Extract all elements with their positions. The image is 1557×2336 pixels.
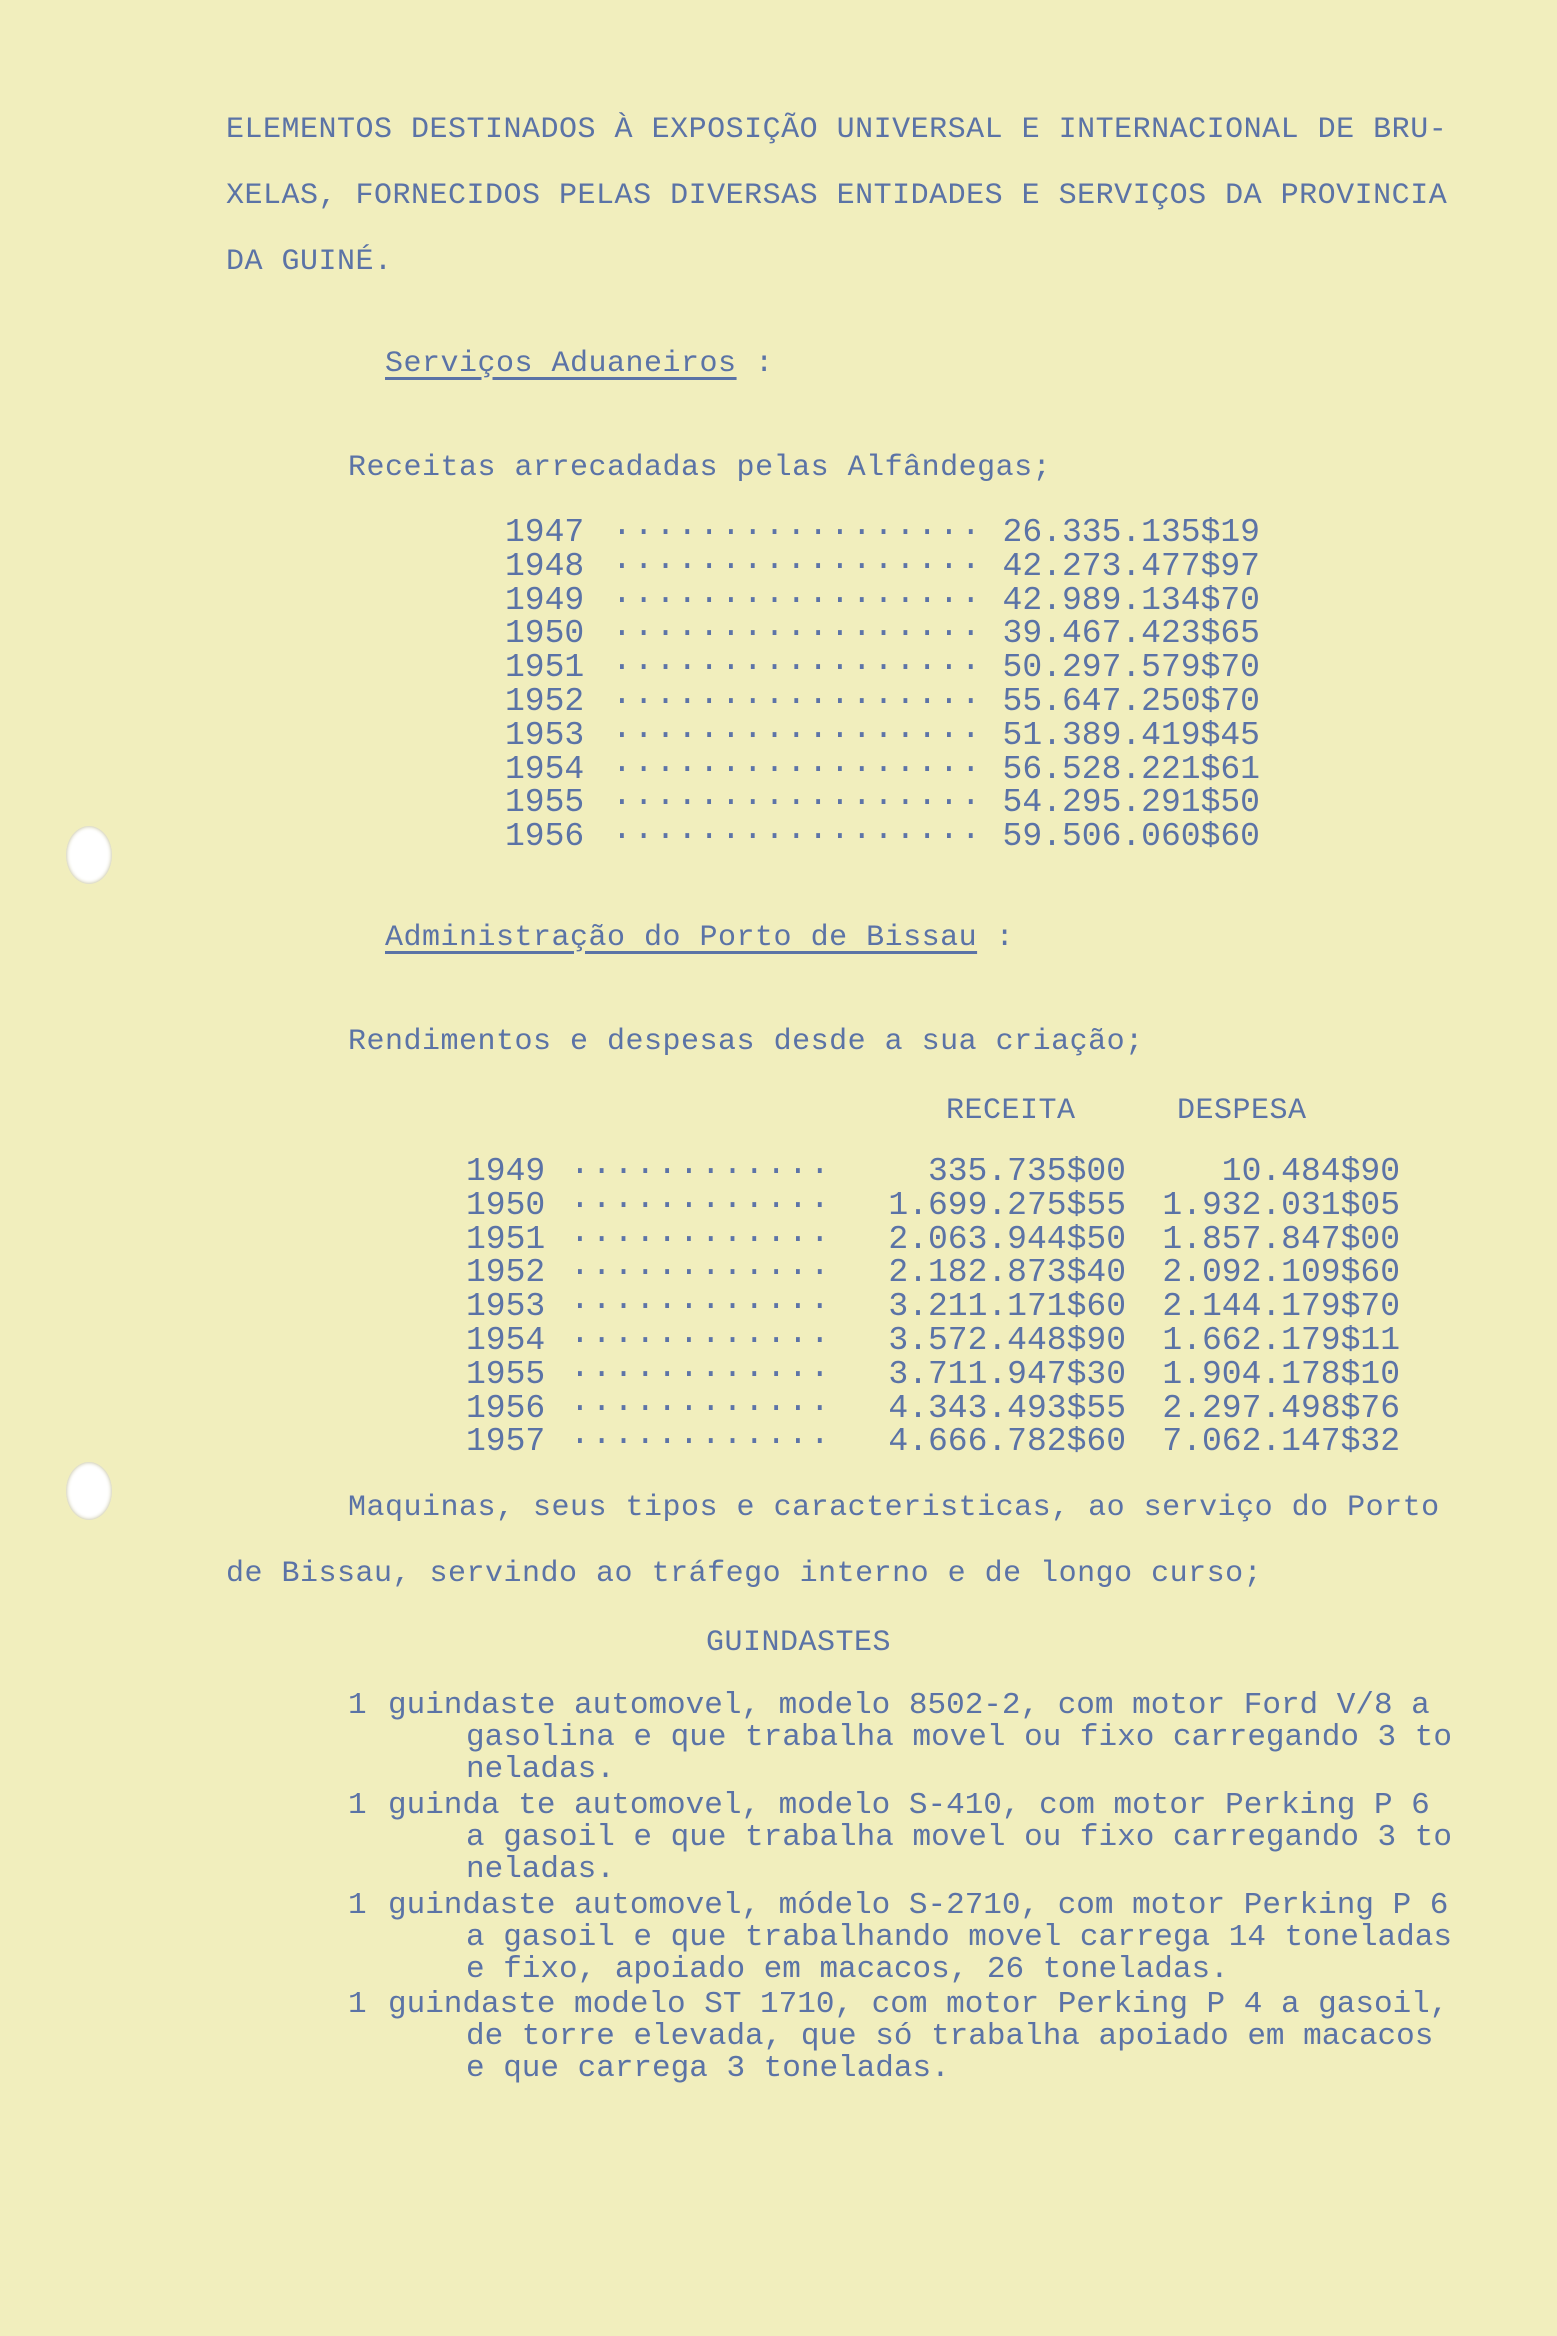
leader-dots: ·················	[612, 615, 983, 652]
customs-row-year: 1950	[505, 615, 585, 652]
crane-description-line: guindaste automovel, modelo 8502-2, com motor Ford V/8 a	[388, 1688, 1430, 1723]
leader-dots: ············	[570, 1187, 832, 1224]
crane-quantity: 1	[348, 1688, 367, 1723]
port-subtitle: Rendimentos e despesas desde a sua criação;	[348, 1025, 1144, 1059]
crane-description-line: neladas.	[466, 1752, 615, 1787]
leader-dots: ·················	[612, 683, 983, 720]
leader-dots: ············	[570, 1322, 832, 1359]
customs-subtitle: Receitas arrecadadas pelas Alfândegas;	[348, 451, 1052, 485]
port-row-year: 1957	[466, 1423, 546, 1460]
port-row-despesa: 1.904.178$10	[1162, 1356, 1400, 1393]
customs-row-value: 39.467.423$65	[1002, 615, 1260, 652]
crane-description-line: de torre elevada, que só trabalha apoiado em macacos	[466, 2019, 1434, 2054]
customs-row-year: 1947	[505, 514, 585, 551]
leader-dots: ·················	[612, 548, 983, 585]
customs-row-value: 42.989.134$70	[1002, 582, 1260, 619]
leader-dots: ·················	[612, 649, 983, 686]
crane-quantity: 1	[348, 1788, 367, 1823]
crane-description-line: guindaste modelo ST 1710, com motor Perking P 4 a gasoil,	[388, 1987, 1449, 2022]
crane-description-line: e fixo, apoiado em macacos, 26 toneladas.	[466, 1952, 1229, 1987]
customs-row-value: 42.273.477$97	[1002, 548, 1260, 585]
port-row-despesa: 7.062.147$32	[1162, 1423, 1400, 1460]
punch-hole	[66, 1462, 112, 1520]
port-title-colon: :	[995, 921, 1015, 955]
customs-row-value: 59.506.060$60	[1002, 818, 1260, 855]
leader-dots: ·················	[612, 751, 983, 788]
leader-dots: ············	[570, 1423, 832, 1460]
customs-row-value: 56.528.221$61	[1002, 751, 1260, 788]
leader-dots: ············	[570, 1153, 832, 1190]
port-row-receita: 1.699.275$55	[888, 1187, 1126, 1224]
port-row-receita: 2.063.944$50	[888, 1221, 1126, 1258]
customs-row-value: 54.295.291$50	[1002, 784, 1260, 821]
port-row-receita: 3.572.448$90	[888, 1322, 1126, 1359]
leader-dots: ·················	[612, 717, 983, 754]
leader-dots: ·················	[612, 582, 983, 619]
leader-dots: ············	[570, 1288, 832, 1325]
leader-dots: ·················	[612, 784, 983, 821]
port-row-year: 1955	[466, 1356, 546, 1393]
leader-dots: ·················	[612, 514, 983, 551]
customs-row-year: 1953	[505, 717, 585, 754]
column-header-despesa: DESPESA	[1177, 1094, 1307, 1128]
customs-row-year: 1948	[505, 548, 585, 585]
customs-row-value: 55.647.250$70	[1002, 683, 1260, 720]
port-row-receita: 2.182.873$40	[888, 1254, 1126, 1291]
port-row-receita: 4.343.493$55	[888, 1390, 1126, 1427]
customs-row-year: 1955	[505, 784, 585, 821]
customs-row-value: 50.297.579$70	[1002, 649, 1260, 686]
crane-description-line: a gasoil e que trabalhando movel carrega 14 toneladas	[466, 1920, 1452, 1955]
port-row-despesa: 2.144.179$70	[1162, 1288, 1400, 1325]
crane-description-line: e que carrega 3 toneladas.	[466, 2051, 950, 2086]
machines-intro-line-2: de Bissau, servindo ao tráfego interno e de longo curso;	[226, 1557, 1263, 1591]
port-row-despesa: 1.662.179$11	[1162, 1322, 1400, 1359]
leader-dots: ············	[570, 1356, 832, 1393]
port-row-year: 1956	[466, 1390, 546, 1427]
customs-row-year: 1951	[505, 649, 585, 686]
port-row-despesa: 10.484$90	[1221, 1153, 1400, 1190]
customs-row-value: 51.389.419$45	[1002, 717, 1260, 754]
port-row-despesa: 2.092.109$60	[1162, 1254, 1400, 1291]
leader-dots: ············	[570, 1390, 832, 1427]
leader-dots: ············	[570, 1221, 832, 1258]
customs-row-year: 1952	[505, 683, 585, 720]
cranes-heading: GUINDASTES	[706, 1626, 892, 1660]
punch-hole	[66, 826, 112, 884]
port-row-receita: 4.666.782$60	[888, 1423, 1126, 1460]
port-row-year: 1951	[466, 1221, 546, 1258]
crane-description-line: neladas.	[466, 1852, 615, 1887]
customs-row-year: 1956	[505, 818, 585, 855]
port-title	[385, 918, 1014, 958]
machines-intro-line-1: Maquinas, seus tipos e caracteristicas, ao serviço do Porto	[348, 1491, 1440, 1525]
port-row-despesa: 1.857.847$00	[1162, 1221, 1400, 1258]
crane-description-line: a gasoil e que trabalha movel ou fixo carregando 3 to	[466, 1820, 1452, 1855]
crane-quantity: 1	[348, 1888, 367, 1923]
header-line-3: DA GUINÉ.	[226, 245, 393, 279]
customs-row-value: 26.335.135$19	[1002, 514, 1260, 551]
crane-description-line: gasolina e que trabalha movel ou fixo carregando 3 to	[466, 1720, 1452, 1755]
port-row-receita: 335.735$00	[927, 1153, 1126, 1190]
header-line-2: XELAS, FORNECIDOS PELAS DIVERSAS ENTIDADES E SERVIÇOS DA PROVINCIA	[226, 179, 1448, 213]
crane-description-line: guinda te automovel, modelo S-410, com motor Perking P 6	[388, 1788, 1430, 1823]
port-row-receita: 3.211.171$60	[888, 1288, 1126, 1325]
port-row-despesa: 1.932.031$05	[1162, 1187, 1400, 1224]
column-header-receita: RECEITA	[946, 1094, 1076, 1128]
header-line-1: ELEMENTOS DESTINADOS À EXPOSIÇÃO UNIVERSAL E INTERNACIONAL DE BRU-	[226, 113, 1448, 147]
port-row-despesa: 2.297.498$76	[1162, 1390, 1400, 1427]
port-row-year: 1952	[466, 1254, 546, 1291]
port-title-text: Administração do Porto de Bissau	[385, 921, 978, 955]
customs-title-text: Serviços Aduaneiros	[385, 347, 737, 381]
customs-row-year: 1954	[505, 751, 585, 788]
port-row-year: 1953	[466, 1288, 546, 1325]
port-row-year: 1954	[466, 1322, 546, 1359]
port-row-receita: 3.711.947$30	[888, 1356, 1126, 1393]
port-row-year: 1949	[466, 1153, 546, 1190]
crane-description-line: guindaste automovel, módelo S-2710, com motor Perking P 6	[388, 1888, 1449, 1923]
leader-dots: ············	[570, 1254, 832, 1291]
customs-title-colon: :	[755, 347, 774, 381]
leader-dots: ·················	[612, 818, 983, 855]
crane-quantity: 1	[348, 1987, 367, 2022]
port-row-year: 1950	[466, 1187, 546, 1224]
customs-row-year: 1949	[505, 582, 585, 619]
customs-title	[385, 344, 774, 384]
